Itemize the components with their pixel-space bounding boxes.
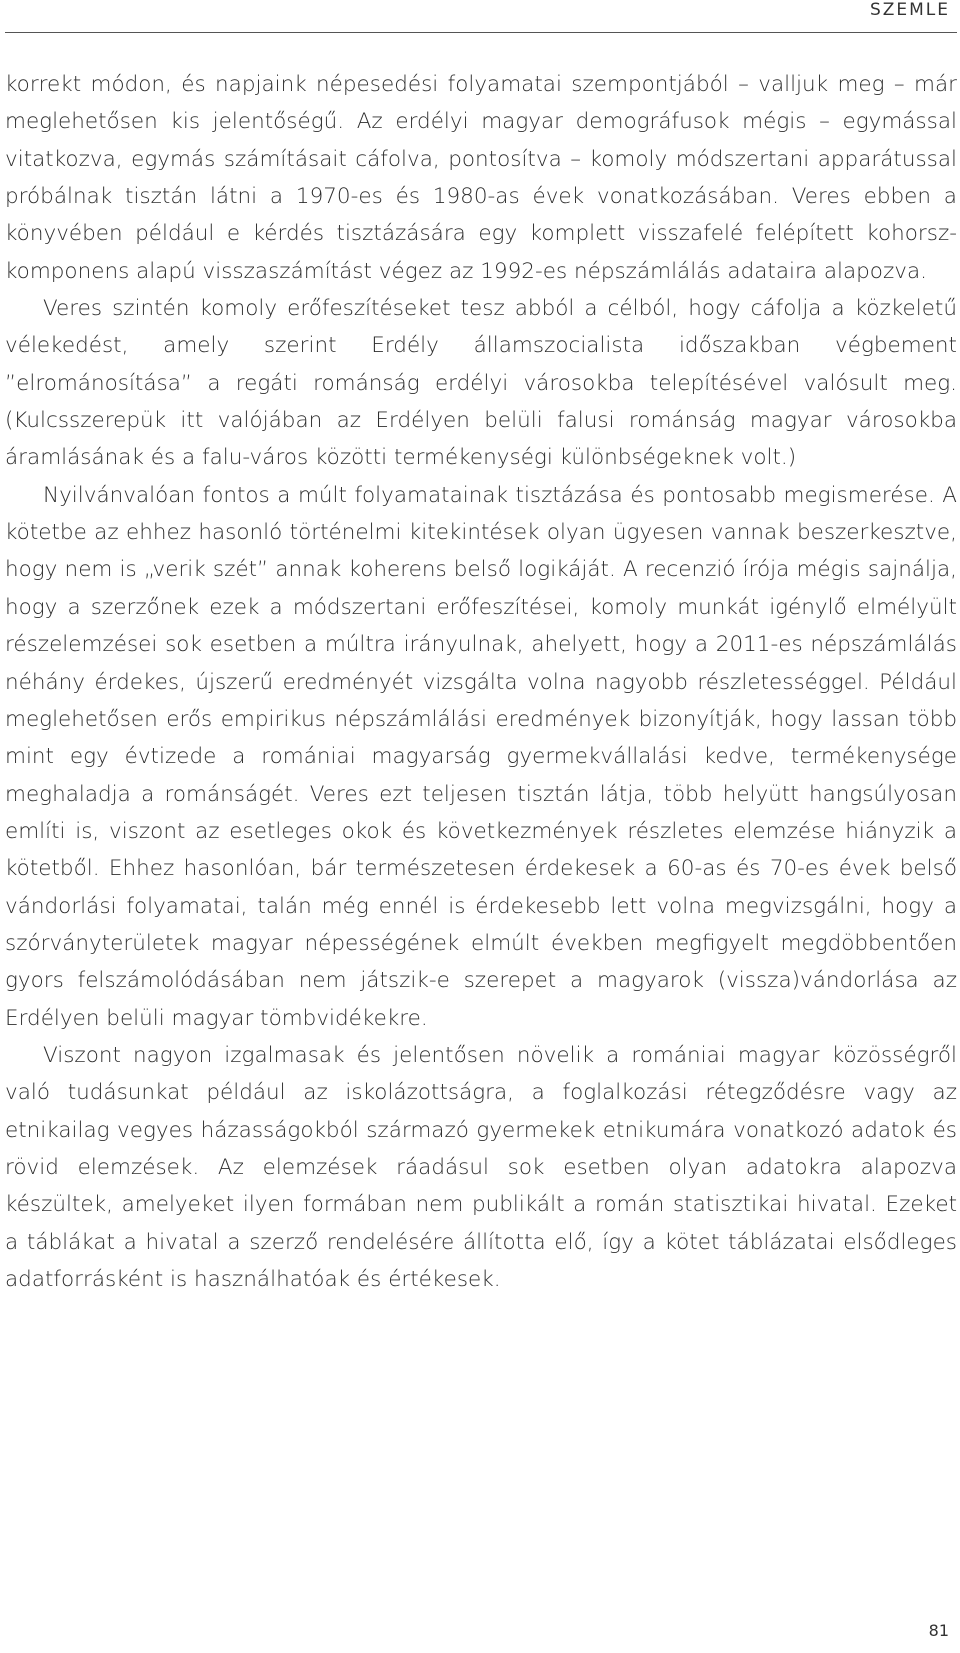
header-rule (5, 32, 957, 33)
paragraph-2: Veres szintén komoly erőfeszítéseket tesz abból a célból, hogy cáfolja a közkeletű vélekedést, amely szerint Erdély államszocialista időszakban végbement ”elrománosítása” a regáti románság erdélyi városokba telepítésével valósult meg. (Kulcsszerepük itt valójában az Erdélyen belüli falusi románság magyar városokba áramlásának és a falu-város közötti termékenységi különbségeknek volt.) (5, 296, 957, 471)
article-body (5, 66, 957, 1298)
paragraph-3: Nyilvánvalóan fontos a múlt folyamatainak tisztázása és pontosabb megismerése. A kötetbe az ehhez hasonló történelmi kitekintések olyan ügyesen vannak beszerkesztve, hogy nem is „verik szét” annak koherens belső logikáját. A recenzió írója mégis sajnálja, hogy a szerzőnek ezek a módszertani erőfeszítései, komoly munkát igénylő elmélyült részelemzései sok esetben a múltra irányulnak, ahelyett, hogy a 2011-es népszámlálás néhány érdekes, újszerű eredményét vizsgálta volna nagyobb részletességgel. Például meglehetősen erős empirikus népszámlálási eredmények bizonyítják, hogy lassan több mint egy évtizede a romániai magyarság gyermekvállalási kedve, termékenysége meghaladja a románságét. Veres ezt teljesen tisztán látja, több helyütt hangsúlyosan említi is, viszont az esetleges okok és következmények részletes elemzése hiányzik a kötetből. Ehhez hasonlóan, bár természetesen érdekesek a 60-as és 70-es évek belső vándorlási folyamatai, talán még ennél is érdekesebb lett volna megvizsgálni, hogy a szórványterületek magyar népességének elmúlt években megfigyelt megdöbbentően gyors felszámolódásában nem játszik-e szerepet a magyarok (vissza)vándorlása az Erdélyen belüli magyar tömbvidékekre. (5, 482, 957, 1031)
paragraph-1: korrekt módon, és napjaink népesedési folyamatai szempontjából – valljuk meg – már meglehetősen kis jelentőségű. Az erdélyi magyar demográfusok mégis – egymással vitatkozva, egymás számításait cáfolva, pontosítva – komoly módszertani apparátussal próbálnak tisztán látni a 1970-es és 1980-as évek vonatkozásában. Veres ebben a könyvében például e kérdés tisztázására egy komplett visszafelé felépített kohorsz-komponens alapú visszaszámítást végez az 1992-es népszámlálás adataira alapozva. (5, 72, 957, 284)
running-head-section: SZEMLE (869, 0, 950, 20)
page-number: 81 (928, 1621, 949, 1640)
paragraph-4: Viszont nagyon izgalmasak és jelentősen növelik a romániai magyar közösségről való tudásunkat például az iskolázottságra, a foglalkozási rétegződésre vagy az etnikailag vegyes házasságokból származó gyermekek etnikumára vonatkozó adatok és rövid elemzések. Az elemzések ráadásul sok esetben olyan adatokra alapozva készültek, amelyeket ilyen formában nem publikált a román statisztikai hivatal. Ezeket a táblákat a hivatal a szerző rendelésére állította elő, így a kötet táblázatai elsődleges adatforrásként is használhatóak és értékesek. (5, 1042, 957, 1292)
